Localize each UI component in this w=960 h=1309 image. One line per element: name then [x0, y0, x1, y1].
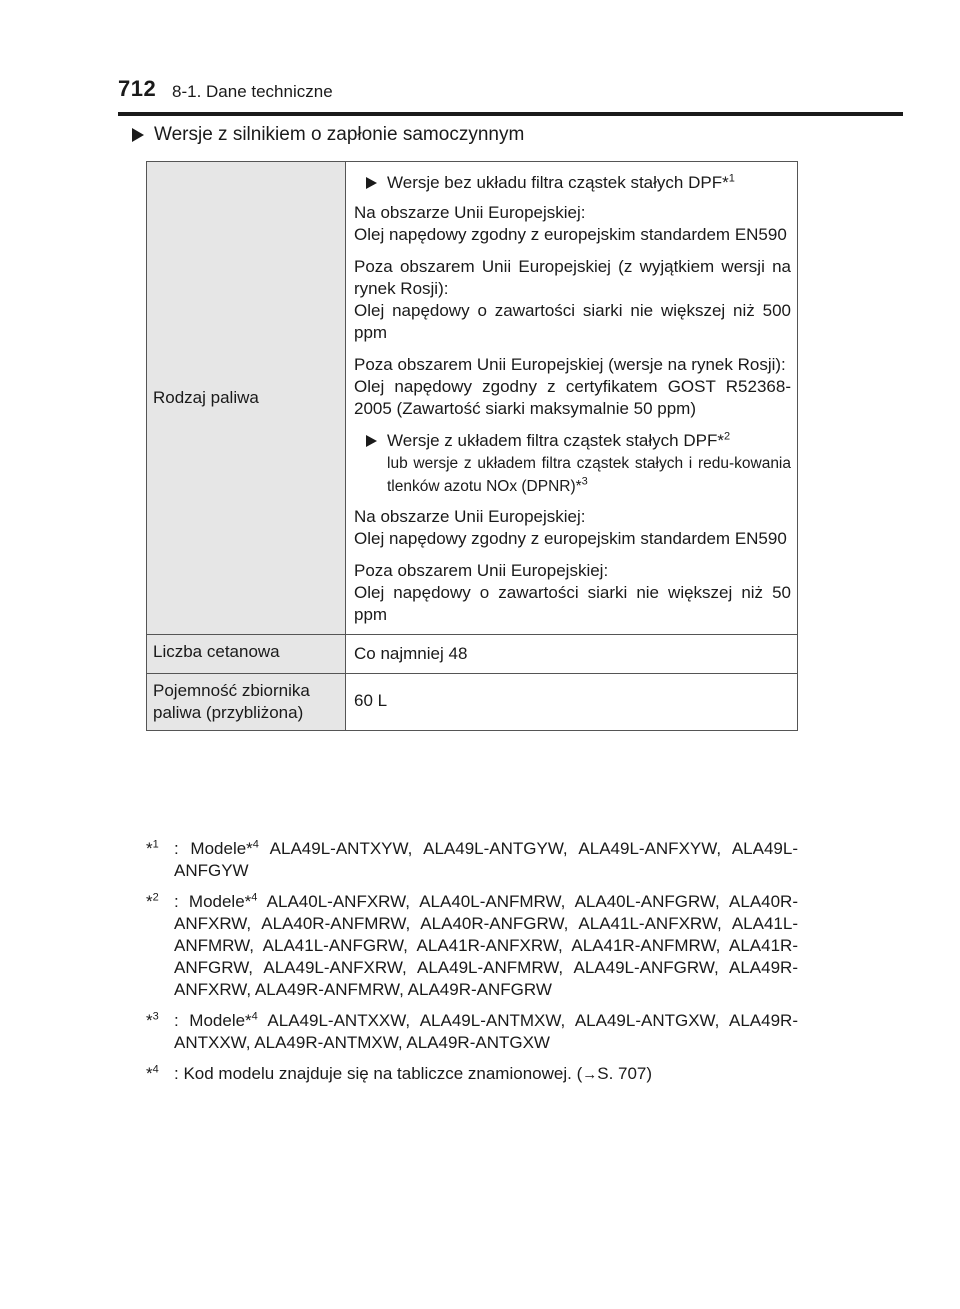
footnote-marker: [146, 1010, 174, 1054]
section-heading: [132, 124, 524, 146]
text-line: Olej napędowy zgodny z certyfikatem GOST R52368-2005 (Zawartość siarki maksymalnie 50 ppm): [354, 377, 791, 418]
tank-capacity-label: Pojemność zbiornika paliwa (przybliżona): [147, 674, 346, 731]
footnote-marker: [146, 1063, 174, 1086]
footnote-body: [174, 1010, 798, 1054]
group2-heading: [366, 430, 791, 498]
text-line: Na obszarze Unii Europejskiej:: [354, 203, 586, 222]
footnote-prefix: : Modele*: [174, 892, 252, 911]
text-line: Na obszarze Unii Europejskiej:: [354, 507, 586, 526]
table-row: [147, 674, 798, 731]
footnote-prefix: : Modele*: [174, 839, 253, 858]
footnote-marker: [146, 891, 174, 1001]
text-line: Olej napędowy zgodny z europejskim standardem EN590: [354, 225, 787, 244]
footnote-text: ALA49L-ANTXYW, ALA49L-ANTGYW, ALA49L-ANFXYW, ALA49L-ANFGYW: [174, 839, 798, 880]
section-title: 8-1. Dane techniczne: [172, 82, 333, 101]
triangle-bullet-icon: [366, 435, 377, 447]
page-number: 712: [118, 76, 157, 101]
footnote-ref: 4: [252, 838, 259, 851]
cetane-value: Co najmniej 48: [346, 635, 798, 674]
tank-capacity-value: 60 L: [346, 674, 798, 731]
footnote-prefix: : Modele*: [174, 1011, 252, 1030]
group1-eu: [354, 202, 791, 246]
marker-star: *: [146, 1064, 153, 1083]
table-row: [147, 635, 798, 674]
group1-non-eu: [354, 256, 791, 344]
group1-heading: [366, 172, 791, 194]
fuel-spec-table: [146, 161, 798, 731]
triangle-bullet-icon: [366, 177, 377, 189]
footnote-ref: 1: [728, 172, 735, 185]
group2-title: Wersje z układem filtra cząstek stałych DPF*: [387, 431, 724, 450]
marker-star: *: [146, 839, 153, 858]
text-line: Olej napędowy o zawartości siarki nie większej niż 50 ppm: [354, 583, 791, 624]
footnote-2: [146, 891, 798, 1001]
marker-number: 1: [152, 838, 159, 851]
footnote-1: [146, 838, 798, 882]
text-line: Poza obszarem Unii Europejskiej (z wyjątkiem wersji na rynek Rosji):: [354, 257, 791, 298]
marker-star: *: [146, 1011, 153, 1030]
text-line: Olej napędowy zgodny z europejskim standardem EN590: [354, 529, 787, 548]
marker-star: *: [146, 892, 153, 911]
table-row: [147, 162, 798, 635]
footnote-ref: 3: [581, 475, 588, 488]
footnote-marker: [146, 838, 174, 882]
group1-title: Wersje bez układu filtra cząstek stałych DPF*: [387, 173, 729, 192]
footnote-text: ALA49L-ANTXXW, ALA49L-ANTMXW, ALA49L-ANTGXW, ALA49R-ANTXXW, ALA49R-ANTMXW, ALA49R-ANTGXW: [174, 1011, 798, 1052]
marker-number: 3: [152, 1010, 159, 1023]
page-reference-link[interactable]: S. 707): [597, 1064, 653, 1083]
footnote-body: [174, 891, 798, 1001]
group2-eu: [354, 506, 791, 550]
cetane-label: Liczba cetanowa: [147, 635, 346, 674]
arrow-right-icon: →: [582, 1066, 598, 1083]
fuel-type-label: Rodzaj paliwa: [147, 162, 346, 635]
header-divider: [118, 112, 903, 116]
footnote-body: [174, 1063, 798, 1086]
group2-non-eu: [354, 560, 791, 626]
footnote-body: [174, 838, 798, 882]
marker-number: 2: [152, 891, 159, 904]
footnote-3: [146, 1010, 798, 1054]
text-line: Olej napędowy o zawartości siarki nie większej niż 500 ppm: [354, 301, 791, 342]
footnote-ref: 4: [251, 1010, 258, 1023]
triangle-bullet-icon: [132, 128, 144, 142]
footnote-prefix: : Kod modelu znajduje się na tabliczce znamionowej. (: [174, 1064, 583, 1083]
footnote-ref: 2: [723, 430, 731, 443]
footnotes: [146, 838, 798, 1095]
text-line: Poza obszarem Unii Europejskiej (wersje na rynek Rosji):: [354, 355, 786, 374]
marker-number: 4: [152, 1063, 159, 1076]
fuel-type-value: [346, 162, 798, 635]
group2-title-cont: lub wersje z układem filtra cząstek stałych i redu-kowania tlenków azotu NOx (DPNR)*: [387, 455, 791, 495]
footnote-4: [146, 1063, 798, 1086]
text-line: Poza obszarem Unii Europejskiej:: [354, 561, 609, 580]
footnote-ref: 4: [251, 891, 258, 904]
footnote-text: ALA40L-ANFXRW, ALA40L-ANFMRW, ALA40L-ANFGRW, ALA40R-ANFXRW, ALA40R-ANFMRW, ALA40R-ANFGRW, ALA41L-ANFXRW, ALA41L-ANFMRW, ALA41L-ANFGRW, ALA41R-ANFXRW, ALA41R-ANFMRW, ALA41R-ANFGRW, ALA49L-ANFXRW, ALA49L-ANFMRW, ALA49L-ANFGRW, ALA49R-ANFXRW, ALA49R-ANFMRW, ALA49R-ANFGRW: [174, 892, 799, 999]
section-heading-text: Wersje z silnikiem o zapłonie samoczynnym: [154, 124, 525, 145]
group1-russia: [354, 354, 791, 420]
